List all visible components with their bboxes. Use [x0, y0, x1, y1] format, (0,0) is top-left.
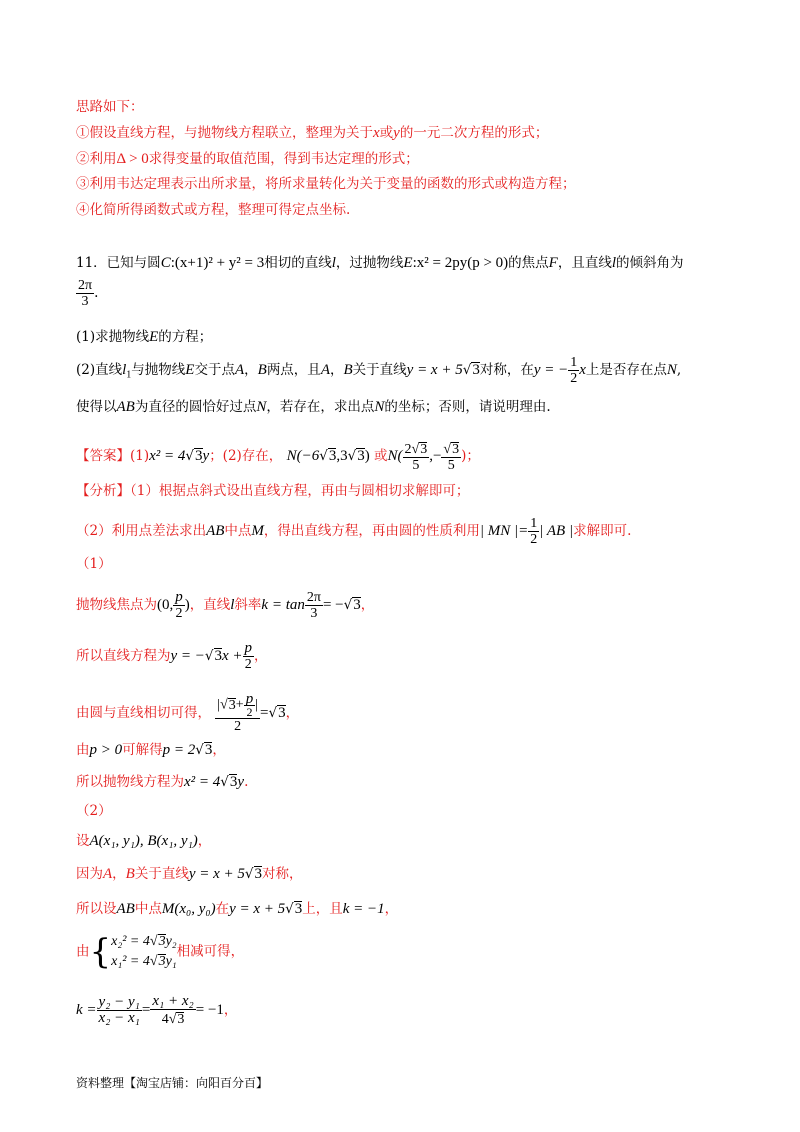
- thinking-step-1: ①假设直线方程，与抛物线方程联立，整理为关于x或y的一元二次方程的形式；: [76, 125, 549, 141]
- solution-1-result: 所以抛物线方程为x² = 4√3y.: [76, 774, 249, 790]
- question-1: (1)求抛物线E的方程；: [76, 329, 213, 345]
- question-2: (2)直线$l_1$与抛物线E交于点A，B两点，且A，B关于直线y = x + 5√3对称，在y = − $\frac{1}{2}$ x上是否存在点N,: [76, 355, 682, 386]
- solution-1-tangent: 由圆与直线相切可得， |√3+ $\frac{p}{2}$ | 2 =√3，: [76, 691, 300, 734]
- solution-1-line: 所以直线方程为y = −√3x + $\frac{p}{2}$ ，: [76, 640, 268, 672]
- solution-2-set: 设A(x₁, y₁), B(x₁, y₁)，: [76, 833, 212, 849]
- problem-line-1: 11．已知与圆C:(x+1)² + y² = 3相切的直线l，过抛物线E:x² = 2py(p > 0)的焦点F，且直线l的倾斜角为: [76, 255, 684, 271]
- solution-2-midpoint: 所以设AB中点M(x₀, y₀)在y = x + 5√3上，且k = −1，: [76, 901, 399, 917]
- solution-1-p: 由p > 0可解得p = 2√3，: [76, 742, 226, 758]
- solution-1-head: （1）: [76, 556, 112, 572]
- solution-2-slope: k = $\frac{\text{y₂ − y₁}}{\text{x₂ − x₁}}$ = $\frac{\text{x₁ + x₂}}{4√3}$ = −1，: [76, 993, 238, 1027]
- thinking-step-4: ④化简所得函数式或方程，整理可得定点坐标.: [76, 202, 351, 218]
- analysis-1: 【分析】（1）根据点斜式设出直线方程，再由与圆相切求解即可；: [76, 483, 470, 499]
- footer-source: 资料整理【淘宝店铺：向阳百分百】: [76, 1076, 269, 1090]
- question-2-cont: 使得以AB为直径的圆恰好过点N，若存在，求出点N的坐标；否则，请说明理由.: [76, 399, 551, 415]
- solution-2-head: （2）: [76, 803, 112, 819]
- solution-2-system: 由{ x₂² = 4√3y₂ x₁² = 4√3y₁ 相减可得，: [76, 932, 245, 972]
- analysis-2: （2）利用点差法求出AB中点M，得出直线方程，再由圆的性质利用| MN |= $\frac{1}{2}$ | AB |求解即可.: [76, 516, 632, 547]
- solution-2-symmetry: 因为A，B关于直线y = x + 5√3对称，: [76, 866, 303, 882]
- thinking-step-2: ②利用Δ > 0求得变量的取值范围，得到韦达定理的形式；: [76, 151, 419, 167]
- solution-1-focus: 抛物线焦点为(0, $\frac{p}{2}$ )，直线l斜率k = tan $\frac{2\pi}{3}$ = −√3，: [76, 589, 375, 621]
- problem-angle: $\frac{2\pi}{3}$ .: [78, 278, 99, 309]
- thinking-title: 思路如下：: [76, 99, 144, 115]
- answer: 【答案】(1)x² = 4√3y；(2)存在， N(−6√3,3√3) 或N( $\frac{2√3}{5}$ ,− $\frac{√3}{5}$ )；: [76, 442, 480, 473]
- thinking-step-3: ③利用韦达定理表示出所求量，将所求量转化为关于变量的函数的形式或构造方程；: [76, 176, 576, 192]
